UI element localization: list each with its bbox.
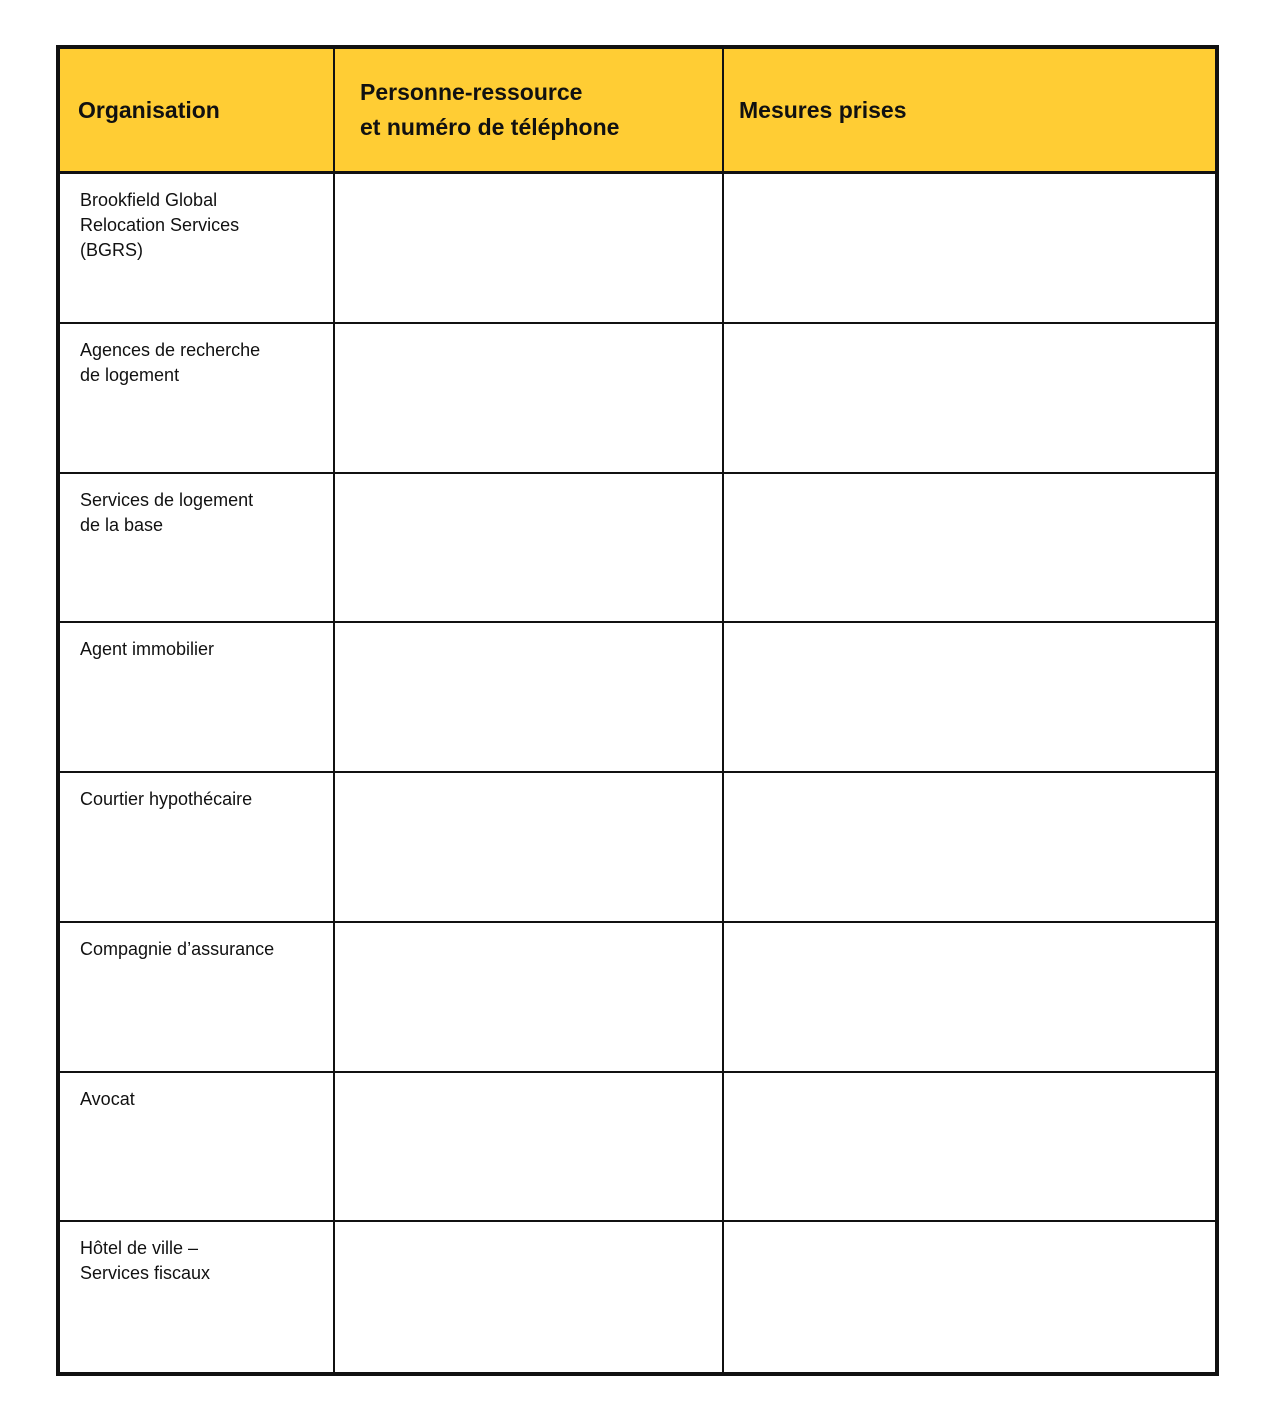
- row-real-estate-agent-actions-cell[interactable]: [724, 623, 1215, 773]
- row-city-hall-contact-cell[interactable]: [335, 1222, 724, 1372]
- row-insurance-company-organisation: Compagnie d’assurance: [60, 923, 335, 1073]
- row-housing-agencies-organisation: Agences de recherche de logement: [60, 324, 335, 474]
- row-insurance-company-contact-cell[interactable]: [335, 923, 724, 1073]
- row-lawyer-organisation: Avocat: [60, 1073, 335, 1223]
- row-bgrs-organisation: Brookfield Global Relocation Services (BGRS): [60, 174, 335, 324]
- row-base-housing-contact-cell[interactable]: [335, 474, 724, 624]
- row-housing-agencies-actions-cell[interactable]: [724, 324, 1215, 474]
- header-actions-taken: Mesures prises: [724, 49, 1215, 174]
- row-city-hall-organisation: Hôtel de ville – Services fiscaux: [60, 1222, 335, 1372]
- row-base-housing-organisation: Services de logement de la base: [60, 474, 335, 624]
- row-insurance-company-actions-cell[interactable]: [724, 923, 1215, 1073]
- row-bgrs-actions-cell[interactable]: [724, 174, 1215, 324]
- row-base-housing-actions-cell[interactable]: [724, 474, 1215, 624]
- row-bgrs-contact-cell[interactable]: [335, 174, 724, 324]
- row-mortgage-broker-actions-cell[interactable]: [724, 773, 1215, 923]
- row-city-hall-actions-cell[interactable]: [724, 1222, 1215, 1372]
- row-real-estate-agent-organisation: Agent immobilier: [60, 623, 335, 773]
- row-mortgage-broker-organisation: Courtier hypothécaire: [60, 773, 335, 923]
- row-real-estate-agent-contact-cell[interactable]: [335, 623, 724, 773]
- row-lawyer-contact-cell[interactable]: [335, 1073, 724, 1223]
- row-housing-agencies-contact-cell[interactable]: [335, 324, 724, 474]
- header-organisation: Organisation: [60, 49, 335, 174]
- organisation-contact-table: [56, 45, 1219, 1376]
- header-contact-phone: Personne-ressource et numéro de téléphone: [335, 49, 724, 174]
- row-mortgage-broker-contact-cell[interactable]: [335, 773, 724, 923]
- row-lawyer-actions-cell[interactable]: [724, 1073, 1215, 1223]
